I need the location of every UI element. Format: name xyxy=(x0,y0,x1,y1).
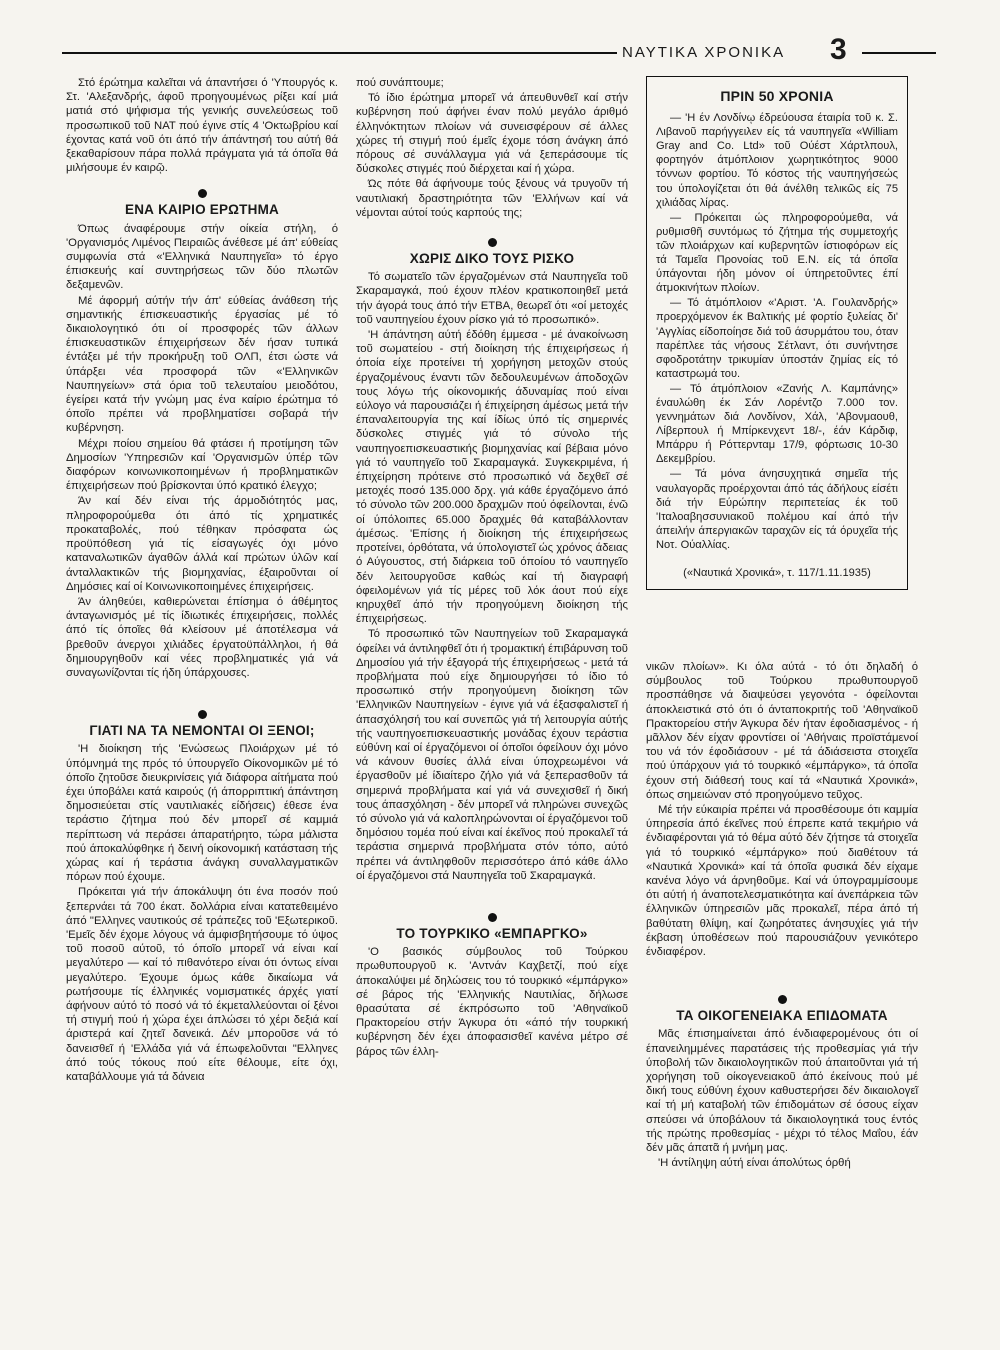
bullet-dot xyxy=(488,238,497,247)
paragraph: Μᾶς έπισημαίνεται άπό ένδιαφερομένους ότι οί έπανειλημμένες παρατάσεις τής προθεσμίας γιά τήν ύποβολή τῶν δικαιολογητικῶν πού άπαιτοῦνται γιά τή χορήγηση τοῦ οίκογενειακοῦ άπό έκείνους πού μέ δική τους εύθύνη έχουν καθυστερήσει δέν δικαιολογεῖ καί τή μή καταβολή τῶν έπιδομάτων σέ όσους είχαν σπεύσει νά ύποβάλουν τά δικαιολογητικά τους έντός τής πρώτης προθεσμίας - μέχρι τό τέλος Μαΐου, έάν δέν μᾶς άπατᾶ ή μνήμη μας. xyxy=(646,1028,918,1155)
header-rule-right xyxy=(862,52,936,54)
paragraph: Ώς πότε θά άφήνουμε τούς ξένους νά τρυγοῦν τή ναυτιλιακή δραστηριότητα τῶν 'Ελλήνων καί νά νέμονται αύτοί τούς καρπούς της; xyxy=(356,178,628,219)
box-title: ΠΡΙΝ 50 ΧΡΟΝΙΑ xyxy=(720,88,834,104)
bullet-dot xyxy=(198,189,207,198)
paragraph: Τό σωματεῖο τῶν έργαζομένων στά Ναυπηγεῖα τοῦ Σκαραμαγκά, πού έχουν πλέον κρατικοποιηθεῖ μετά τήν άγορά τους άπό τήν ΕΤΒΑ, θεωρεῖ ότι «οί μετοχές τοῦ ναυπηγείου έχουν ρίσκο γιά τό προσωπικό». xyxy=(356,271,628,326)
masthead: ΝΑΥΤΙΚΑ ΧΡΟΝΙΚΑ xyxy=(622,44,786,61)
paragraph: 'Η άντίληψη αύτή είναι άπολύτως όρθή xyxy=(658,1157,851,1170)
paragraph: Άν καί δέν είναι τής άρμοδιότητός μας, πληροφορούμεθα ότι άπό τίς χρηματικές προκαταβολές, πού τέθηκαν πρόσφατα ώς προϋπόθεση γιά τίς είσαγωγές όχι μόνο καταναλωτικῶν άγαθῶν άλλά καί πρώτων ύλῶν καί άνταλλακτικῶν τής βιομηχανίας, έξαιροῦνται οί Δημόσιες καί οί Κοινωνικοποιημένες έπιχειρήσεις. xyxy=(66,495,338,593)
paragraph: 'Η άπάντηση αύτή έδόθη έμμεσα - μέ άνακοίνωση τοῦ σωματείου - στή διοίκηση τής έπιχειρήσεως ή όποία είχε προτείνει τή χορήγηση μετοχῶν στούς έργαζομένους έναντι τῶν δεδουλευμένων άποδοχῶν τους λόγω τής οίκονομικής άδυναμίας πού είναι εύλογο νά παρουσιάζει ή έπιχείρηση άμέσως μετά τήν έπαναλειτουργία της καί ίδίως ύπό τίς σημερινές δύσκολες στιγμές γιά τό σύνολο τής ναυπηγοεπισκευαστικής βιομηχανίας καί βέβαια μόνο γιά τό ναυπηγεῖο τοῦ Σκαραμαγκά. Συγκεκριμένα, ή έπιχείρηση πρότεινε στό προσωπικό νά δεχθεῖ σέ μετοχές ποσό 135.000 δρχ. γιά κάθε έργαζόμενο άπό τό σύνολο τῶν 200.000 δραχμῶν πού όφείλονται, ένῶ οί ύπόλοιπες 65.000 δραχμές θά καταβάλλονταν άμέσως. 'Επίσης ή διοίκηση τής έπιχειρήσεως προτείνει, όρθότατα, νά ύπολογιστεῖ ώς χρόνος άδειας ό Αύγουστος, στή διάρκεια τοῦ όποίου τό ναυπηγεῖο δέν λειτουργοῦσε καθώς καί τή διαγραφή όφειλομένων γιά τίς μέρες τοῦ λόκ άουτ πού είχε κηρυχθεῖ άπό τήν προηγούμενη διοίκηση τής έπιχειρήσεως. xyxy=(356,329,628,626)
box-item: — Τά μόνα άνησυχητικά σημεῖα τής ναυλαγορᾶς προέρχονται άπό τάς άδήλους είσέτι διά τήν Εύρώπην περιπετείας έκ τοῦ 'Ιταλοαβησσυνιακοῦ πολέμου καί άπό τήν άπειλήν άπεργιακῶν ταραχῶν είς τά όρυχεῖα τής Νοτ. Ούαλλίας. xyxy=(656,468,898,551)
section-title-xenoi: ΓΙΑΤΙ ΝΑ ΤΑ ΝΕΜΟΝΤΑΙ ΟΙ ΞΕΝΟΙ; xyxy=(89,723,315,739)
intro-paragraph: Στό έρώτημα καλεῖται νά άπαντήσει ό 'Υπουργός κ. Στ. 'Αλεξανδρής, άφοῦ προηγουμένως ρίξει καί μιά ματιά στό ψήφισμα τής γενικής συνελεύσεως τοῦ προσωπικοῦ τοῦ ΝΑΤ πού έγινε στίς 4 'Οκτωβρίου καί έχοντας κατά νοῦ ότι άπό τήν άπάντησή του αύτή θά ξεκαθαρίσουν πάρα πολλά πράγματα γιά τά όποῖα θά μιλήσουμε έν καιρῷ. xyxy=(66,77,338,175)
bullet-dot xyxy=(778,995,787,1004)
continuation-text: πού συνάπτουμε; xyxy=(356,77,444,89)
paragraph: Τό ίδιο έρώτημα μπορεῖ νά άπευθυνθεῖ καί στήν κυβέρνηση πού άφήνει έναν πολύ μεγάλο άριθμό έλληνόκτητων πλοίων νά συνεισφέρουν σέ άλλες χώρες τή στιγμή πού έμεῖς έχομε τόση άνάγκη άπό πόρους σέ συνάλλαγμα γιά νά ξεπεράσουμε τίς δύσκολες στιγμές πού διέρχεται καί ή χώρα. xyxy=(356,92,628,176)
header-rule-left xyxy=(62,52,617,54)
paragraph: νικῶν πλοίων». Κι όλα αύτά - τό ότι δηλαδή ό σύμβουλος τοῦ Τούρκου πρωθυπουργοῦ προσπάθησε νά διαψεύσει γεγονότα - όφείλονται άποκλειστικά στό ότι ό άνταποκριτής τοῦ 'Αθηναϊκοῦ Πρακτορείου στήν Άγκυρα δέν ήταν έφοδιασμένος - ή μᾶλλον δέν είχαν φροντίσει οί 'Αθήναις προϊστάμενοί του νά τόν έφοδιάσουν - μέ τά άδιάσειστα στοιχεῖα πού ύπάρχουν γιά τό τουρκικό «έμπάργκο», τά όποῖα έχουν στή διάθεσή τους καί τά «Ναυτικά Χρονικά», όπως σημειώναν στό προηγούμενο τεῦχος. xyxy=(646,661,918,801)
box-item: — Τό άτμόπλοιον «'Αριστ. 'Α. Γουλανδρής» προερχόμενον έκ Βαλτικής μέ φορτίο ξυλείας δι' 'Αγγλίας είδοποίησε διά τοῦ άσυρμάτου του, όταν παρέπλεε τάς νήσους Σέτλαντ, ότι συνήντησε σφοδροτάτην τρικυμίαν ύποστάν ζημίας είς τό καταστρωμά του. xyxy=(656,297,898,380)
prin-50-xronia-box xyxy=(646,76,908,590)
column-2 xyxy=(356,76,628,1060)
paragraph: Πρόκειται γιά τήν άποκάλυψη ότι ένα ποσόν πού ξεπερνάει τά 700 έκατ. δολλάρια είναι κατατεθειμένο άπό "Ελληνες ναυτικούς σέ τράπεζες τοῦ 'Εξωτερικοῦ. 'Εμεῖς δέν έχομε λόγους νά άμφισβητήσουμε τό ύψος τοῦ ποσοῦ αύτοῦ, τό όποῖο μπορεῖ νά είναι καί μεγαλύτερο — καί τό πιθανότερο είναι ότι όντως είναι μεγαλύτερο. Έχουμε όμως κάθε δικαίωμα νά ρωτήσουμε τίς έλληνικές νομισματικές άρχές γιατί άφήνουν αύτό τό ποσό νά τό έκμεταλλεύονται οί ξένοι τή στιγμή πού ή χώρα έχει άπλώσει τό χέρι δεξιά καί άριστερά καί ζητεῖ δανεικά. Δέν μποροῦσε νά τό δανεισθεῖ ή 'Ελλάδα γιά νά έπωφελοῦνται "Ελληνες άπό τούς τόκους πού είτε θέλουμε, είτε όχι, καταβάλλουμε γιά τά δάνεια xyxy=(66,886,338,1083)
paragraph: 'Η διοίκηση τής 'Ενώσεως Πλοιάρχων μέ τό ύπόμνημά της πρός τό ύπουργεῖο Οίκονομικῶν μέ τό όποῖο ζητοῦσε διευκρινίσεις γιά διάφορα αίτήματα πού έχει ύποβάλει κατά καιρούς (ή άπορριπτική άπάντηση δημοσιεύεται στίς ναυτιλιακές είδήσεις) έθεσε ένα τεράστιο ζήτημα πού δέν μπορεῖ σέ καμμιά περίπτωση νά περάσει άπαρατήρητο, τώρα μάλιστα πού άποκαλύφθηκε ή δεινή οίκονομική κατάσταση τής χώρας καί ή τεράστια άνάγκη συναλλαγματικῶν πόρων πού έχουμε. xyxy=(66,743,338,884)
section-title-embargo: ΤΟ ΤΟΥΡΚΙΚΟ «ΕΜΠΑΡΓΚΟ» xyxy=(396,925,588,941)
page-number: 3 xyxy=(830,33,847,66)
paragraph: 'Ο βασικός σύμβουλος τοῦ Τούρκου πρωθυπουργοῦ κ. 'Αντνάν Καχβετζί, πού είχε άποκαλύψει μέ δηλώσεις του τό τουρκικό «έμπάργκο» σέ βάρος τής 'Ελληνικής Ναυτιλίας, δήλωσε θρασύτατα σέ έκπρόσωπο τοῦ 'Αθηναϊκοῦ Πρακτορείου στήν Άγκυρα ότι «άπό τήν τουρκική κυβέρνηση δέν έχει άποφασισθεῖ κανένα μέτρο σέ βάρος τῶν έλλη- xyxy=(356,946,628,1058)
bullet-dot xyxy=(198,710,207,719)
paragraph: Μέχρι ποίου σημείου θά φτάσει ή προτίμηση τῶν Δημοσίων 'Υπηρεσιῶν καί 'Οργανισμῶν ύπέρ τῶν διαφόρων κοινωνικοποιημένων ή προβληματικῶν έπιχειρήσεων πού βρίσκονται ύπό κρατικό έλεγχο; xyxy=(66,437,338,493)
paragraph: Τό προσωπικό τῶν Ναυπηγείων τοῦ Σκαραμαγκά όφείλει νά άντιληφθεῖ ότι ή τρομακτική έπιβάρυνση τοῦ Δημοσίου γιά τήν έξαγορά τής έπιχειρήσεως - μετά τά προβλήματα πού είχε δημιουργήσει τό ίδιο τό προσωπικό στήν προηγούμενη διοίκηση τῶν 'Ελληνικῶν Ναυπηγείων - έγινε γιά νά έξασφαλιστεῖ ή άπασχόλησή του καί συνεπῶς γιά τή λειτουργία αύτής τής ναυπηγοεπισκευαστικής μονάδας έχουν τεράστια εύθύνη καί οί έργαζόμενοι οί όποῖοι όφείλουν όχι μόνο νά κάνουν θυσίες άλλά είναι ύποχρεωμένοι νά έργασθοῦν μέ ίδιαίτερο ζήλο γιά νά ξεπερασθοῦν τά σημερινά προβλήματα καί γιά νά συνεχισθεῖ ή δική τους άπασχόληση - δέν μπορεῖ νά πληρώνει συνεχῶς τό σύνολο γιά νά καλοπληρώνονται οί έργαζόμενοι τοῦ δημόσιου τομέα πού είναι καί έκεῖνος πού προκαλεῖ τά τεράστια σημερινά προβλήματα στόν τόπο, αύτό πρέπει νά άντιληφθοῦν περισσότερο άπό κάθε άλλο οί έργαζόμενοι στά Ναυπηγεῖα τοῦ Σκαραμαγκά. xyxy=(356,628,628,882)
box-item: — 'Η έν Λονδίνῳ έδρεύουσα έταιρία τοῦ κ. Σ. Λιβανοῦ παρήγγειλεν είς τά ναυπηγεῖα «William Gray and Co. Ltd» τοῦ Ούέστ Χάρτλπουλ, φορτηγόν άτμόπλοιον χωρητικότητος 9000 τόννων φορτίου. Τό κόστος τής ναυπηγήσεώς του ύπολογίζεται ότι θά άνέλθη τελικῶς είς 75 χιλιάδας λίρας. xyxy=(656,112,898,209)
box-item: — Τό άτμόπλοιον «Ζανής Λ. Καμπάνης» έναυλώθη έκ Σάν Λορέντζο 7.000 τον. γεννημάτων διά Λονδίνον, Χάλ, 'Αβονμαουθ, Λίβερπουλ ή Μπίρκενχεντ 18/-, έάν Κάρδιφ, Μπάρρυ ή Ρόττερνταμ 17/9, φόρτωσις 10-30 Δεκεμβρίου. xyxy=(656,382,898,466)
bullet-dot xyxy=(488,913,497,922)
paragraph: Όπως άναφέρουμε στήν οίκεία στήλη, ό 'Οργανισμός Λιμένος Πειραιῶς άνέθεσε μέ άπ' εύθείας συμφωνία στά «'Ελληνικά Ναυπηγεῖα» τό έργο έπισκευής καί συντηρήσεως τῶν δύο πλωτῶν δεξαμενῶν. xyxy=(66,222,338,292)
box-citation: («Ναυτικά Χρονικά», τ. 117/1.11.1935) xyxy=(683,567,871,579)
column-3 xyxy=(646,660,918,1172)
column-1 xyxy=(66,76,338,1085)
box-item: — Πρόκειται ώς πληροφορούμεθα, νά ρυθμισθῆ συντόμως τό ζήτημα τής συμμετοχής τῶν πλοιάρχων καί κυβερνητῶν ίστιοφόρων είς τά Ταμεῖα Προνοίας τοῦ Ε.Ν. είς τά όποῖα ύπάγονται ήδη μόνον οί ύπηρετοῦντες έπί άτμοκινήτων πλοίων. xyxy=(656,211,898,295)
paragraph: Μέ άφορμή αύτήν τήν άπ' εύθείας άνάθεση τής σημαντικής έπισκευαστικής έργασίας μέ τό δικαιολογητικό ότι οί προσφορές τῶν άλλων έπισκευαστικῶν έπιχειρήσεων δέν ήσαν τυπικά έντάξει μέ τήν προκήρυξη τοῦ ΟΛΠ, έτσι ώστε νά ύπάρξει νέα προσφορά τῶν «'Ελληνικῶν Ναυπηγείων» στά όρια τοῦ τελευταίου μειοδότου, έγείρει κατά τήν γνώμη μας ένα καίριο έρώτημα τό όποῖο πρέπει νά προβληματίσει σοβαρά τήν κυβέρνηση. xyxy=(66,294,338,435)
section-title-epidomata: ΤΑ ΟΙΚΟΓΕΝΕΙΑΚΑ ΕΠΙΔΟΜΑΤΑ xyxy=(676,1008,888,1024)
paragraph: Μέ τήν εύκαιρία πρέπει νά προσθέσουμε ότι καμμία ύπηρεσία άπό έκεῖνες πού έπρεπε κατά τεκμήριο νά ένδιαφέρονται γιά τό θέμα αύτό δέν ζήτησε τά στοιχεῖα γιά τό τουρκικό «έμπάργκο» πού διαθέτουν τά «Ναυτικά Χρονικά» καί τά όποῖα φυσικά δέν είχαμε κανένα λόγο νά άρνηθοῦμε. Καί νά ύπογραμμίσουμε ότι αύτή ή άναποτελεσματικότητα καί άνεπάρκεια τῶν έλληνικῶν ύπηρεσιῶν μᾶς προκαλεῖ, πέρα άπό τή βαθύτατη θλίψη, καί ζωηρότατες άνησυχίες γιά τήν έκβαση ύποθέσεων πού παρουσιάζουν γενικότερο ένδιαφέρον. xyxy=(646,804,918,959)
section-title-risko: ΧΩΡΙΣ ΔΙΚΟ ΤΟΥΣ ΡΙΣΚΟ xyxy=(409,251,575,267)
section-title-kairio: ΕΝΑ ΚΑΙΡΙΟ ΕΡΩΤΗΜΑ xyxy=(125,202,279,218)
paragraph: Άν άληθεύει, καθιερώνεται έπίσημα ό άθέμητος άνταγωνισμός μέ τίς ίδιωτικές έπιχειρήσεις, πολλές άπό τίς όποῖες θά κλείσουν μέ άποτέλεσμα νά βρεθοῦν άνεργοι χιλιάδες έργατοϋπάλληλοι, ή θά δημιουργηθοῦν καί νέες προβληματικές γιά νά συναγωνίζονται τίς ήδη ύπάρχουσες. xyxy=(66,595,338,679)
